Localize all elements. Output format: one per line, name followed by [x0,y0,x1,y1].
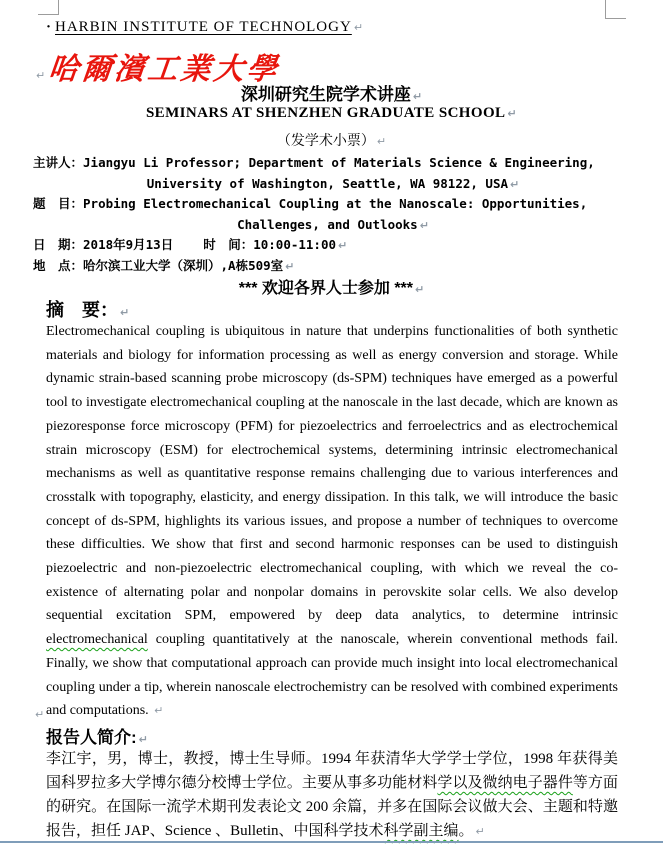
paragraph-mark: ↵ [353,21,365,34]
seminar-title-en-text: SEMINARS AT SHENZHEN GRADUATE SCHOOL [145,105,506,121]
grammarcheck-flagged-phrase: 学以及微纳电子器件 [437,775,573,791]
paragraph-mark: ↵ [475,825,485,838]
bio-paragraph [46,747,618,844]
date-label: 日 期： [33,238,84,252]
paragraph-mark: ↵ [138,733,148,746]
spellcheck-flagged-word: electromechanical [46,632,148,648]
speaker-label: 主讲人： [33,156,84,170]
empty-paragraph [33,705,44,723]
paragraph-mark: ↵ [35,708,45,721]
header-bullet: · [46,19,53,35]
ticket-note-text: （发学术小票） [276,132,375,148]
institute-name: HARBIN INSTITUTE OF TECHNOLOGY [55,19,352,35]
venue-value: 哈尔滨工业大学（深圳）,A栋509室 [83,257,284,273]
paragraph-mark: ↵ [415,283,425,296]
hit-calligraphy-logo: 哈爾濱工業大學 [47,52,282,87]
paragraph-mark: ↵ [285,259,295,273]
speaker-row [33,153,633,174]
crop-mark-top-right-icon [605,0,626,19]
date-value: 2018年9月13日 [83,237,174,252]
time-label: 时 间： [203,238,254,252]
seminar-title-zh-text: 深圳研究生院学术讲座 [240,85,411,104]
paragraph-mark: ↵ [120,306,130,319]
page-bottom-edge [0,841,663,843]
paragraph-mark: ↵ [338,239,348,252]
welcome-line [0,275,663,298]
crop-mark-top-left-icon [38,0,59,15]
welcome-text: *** 欢迎各界人士参加 *** [238,280,414,297]
bio-text-part1: 李江宇，男，博士，教授，博士生导师。1994 年获清华大学学士学位，1998 年获得美国科罗拉多大学博尔德分校博士学位。主要从事多功能材料 [46,751,618,791]
venue-row [33,256,633,277]
header-line [46,19,364,36]
paragraph-mark: ↵ [507,107,518,120]
abstract-heading [46,296,129,322]
date-time-row [33,235,633,256]
grammarcheck-flagged-phrase: 科学副主编 [383,823,459,839]
seminar-details [33,153,633,276]
bio-text-part2: 等方面的研究。在国际一流学术期刊发表论文 200 余篇，并多在国际会议做大会、主题和特邀报告，担任 JAP、Science 、Bulletin、中国科学技术 [46,775,618,839]
abstract-heading-text: 摘 要： [46,300,118,320]
abstract-text-part2: coupling quantitatively at the nanoscale, wherein conventional methods fail. Finally, we show that computational approach can provide much insight into local electromechanical coupling under a tip, wherein nanoscale electrochemistry can be resolved with combined experiments and computations. [46,632,618,719]
topic-value-line2: Challenges, and Outlooks [237,216,418,232]
topic-value-line1: Probing Electromechanical Coupling at the Nanoscale: Opportunities, [83,196,588,211]
speaker-row-continuation [33,174,633,195]
seminar-title-en [0,105,663,122]
paragraph-mark: ↵ [36,69,46,82]
paragraph-mark: ↵ [510,177,520,191]
seminar-title-zh [0,80,663,105]
paragraph-mark: ↵ [154,704,164,718]
topic-label: 题 目： [33,197,84,211]
abstract-text-part1: Electromechanical coupling is ubiquitous in nature that underpins functionalities of both synthetic materials and biology for information processing as well as energy conversion and storage. While dynamic strain-based scanning probe microscopy (ds-SPM) techniques have emerged as a powerful tool to investigate electromechanical coupling at the nanoscale in the last decade, which are known as piezoresponse force microscopy (PFM) for piezoelectrics and ferroelectrics and as electrochemical strain microscopy (ESM) for electrochemical systems, determining intrinsic electromechanical mechanisms as well as quantitative response remains challenging due to various interferences and crosstalk with topography, elasticity, and energy dissipation. In this talk, we will introduce the basic concept of ds-SPM, highlights its various issues, and propose a number of techniques to overcome these difficulties. We show that first and second harmonic responses can be used to distinguish piezoelectric and non-piezoelectric electromechanical coupling, with which we reveal the co-existence of alternating polar and nonpolar domains in perovskite solar cells. We also develop sequential excitation SPM, empowered by deep data analytics, to determine intrinsic [46,324,618,624]
paragraph-mark: ↵ [412,90,423,103]
topic-row-continuation [33,215,633,236]
speaker-value-line2: University of Washington, Seattle, WA 98122, USA [146,175,508,191]
time-value: 10:00-11:00 [253,237,337,252]
paragraph-mark: ↵ [419,218,429,232]
paragraph-mark: ↵ [376,135,387,148]
bio-text-part3: 。 [458,823,474,839]
bio-heading-text: 报告人简介: [46,728,137,747]
bio-heading [46,723,148,748]
ticket-note [0,130,663,150]
abstract-paragraph [46,320,618,723]
speaker-value-line1: Jiangyu Li Professor; Department of Materials Science & Engineering, [83,155,595,170]
topic-row [33,194,633,215]
venue-label: 地 点： [33,258,84,273]
